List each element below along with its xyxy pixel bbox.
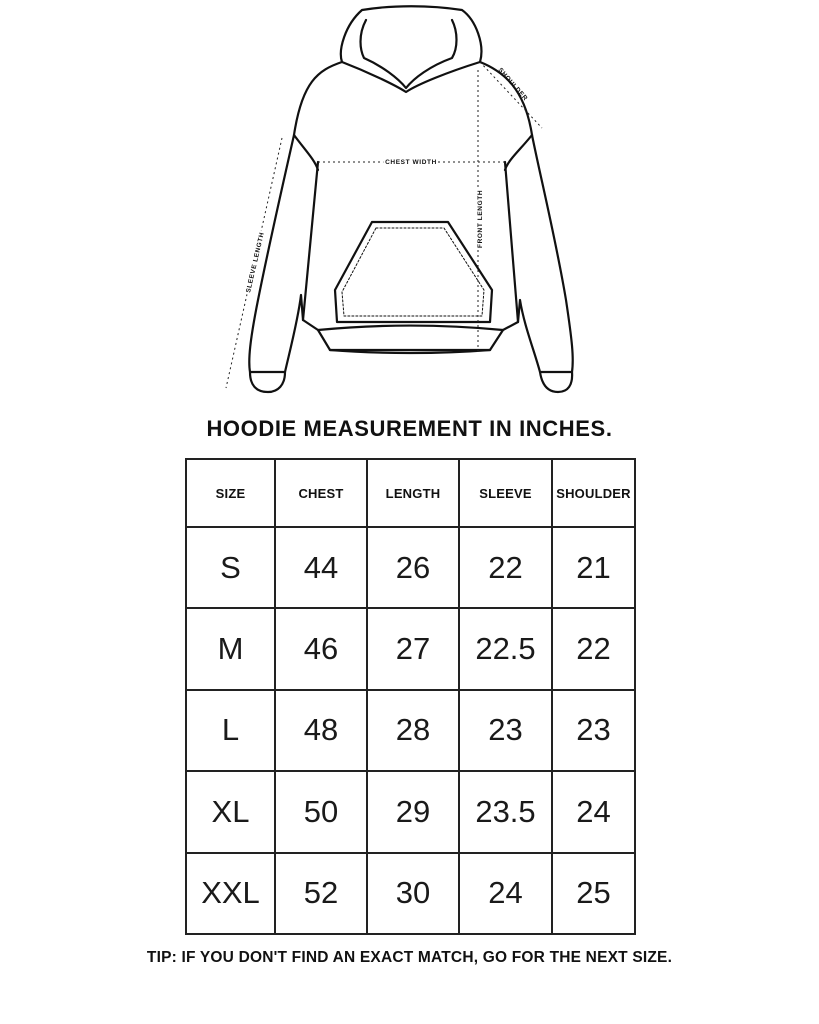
left-sleeve-seam (294, 135, 318, 170)
size-cell: M (186, 608, 275, 689)
length-cell: 28 (367, 690, 459, 771)
sleeve-cell: 23.5 (459, 771, 552, 852)
table-row (186, 608, 635, 689)
kangaroo-pocket (335, 222, 492, 322)
left-cuff (250, 372, 285, 392)
tip-text: TIP: IF YOU DON'T FIND AN EXACT MATCH, GO FOR THE NEXT SIZE. (146, 949, 673, 966)
header-size: SIZE (186, 459, 275, 527)
chest-cell: 52 (275, 853, 367, 934)
waistband (318, 326, 503, 331)
length-cell: 26 (367, 527, 459, 608)
table-header-row (186, 459, 635, 527)
sleeve-cell: 22 (459, 527, 552, 608)
sleeve-cell: 24 (459, 853, 552, 934)
shoulder-cell: 21 (552, 527, 635, 608)
header-sleeve: SLEEVE (459, 459, 552, 527)
sleeve-cell: 22.5 (459, 608, 552, 689)
hoodie-diagram (0, 0, 819, 410)
chest-cell: 46 (275, 608, 367, 689)
size-cell: XXL (186, 853, 275, 934)
shoulder-cell: 23 (552, 690, 635, 771)
chest-cell: 50 (275, 771, 367, 852)
table-row (186, 527, 635, 608)
size-cell: XL (186, 771, 275, 852)
shoulder-label: SHOULDER (496, 66, 529, 103)
size-cell: S (186, 527, 275, 608)
page-title: HOODIE MEASUREMENT IN INCHES. (206, 416, 613, 441)
length-cell: 27 (367, 608, 459, 689)
pocket-stitch (342, 228, 484, 316)
table-row (186, 771, 635, 852)
chest-cell: 48 (275, 690, 367, 771)
chest-cell: 44 (275, 527, 367, 608)
hood-opening (361, 20, 457, 88)
length-cell: 29 (367, 771, 459, 852)
table-row (186, 690, 635, 771)
shoulder-cell: 24 (552, 771, 635, 852)
hoodie-illustration (0, 0, 819, 410)
left-body-side (303, 162, 318, 320)
right-body-side (505, 162, 518, 322)
chest-width-label: CHEST WIDTH (385, 159, 437, 166)
header-chest: CHEST (275, 459, 367, 527)
front-length-label: FRONT LENGTH (477, 189, 484, 248)
shoulder-cell: 22 (552, 608, 635, 689)
shoulder-guide-line (480, 62, 542, 128)
size-cell: L (186, 690, 275, 771)
sleeve-length-label: SLEEVE LENGTH (245, 231, 266, 294)
sleeve-cell: 23 (459, 690, 552, 771)
header-shoulder: SHOULDER (552, 459, 635, 527)
table-row (186, 853, 635, 934)
size-chart-table (185, 458, 636, 935)
shoulder-cell: 25 (552, 853, 635, 934)
header-length: LENGTH (367, 459, 459, 527)
right-cuff (540, 372, 572, 392)
right-sleeve-seam (505, 135, 532, 170)
length-cell: 30 (367, 853, 459, 934)
